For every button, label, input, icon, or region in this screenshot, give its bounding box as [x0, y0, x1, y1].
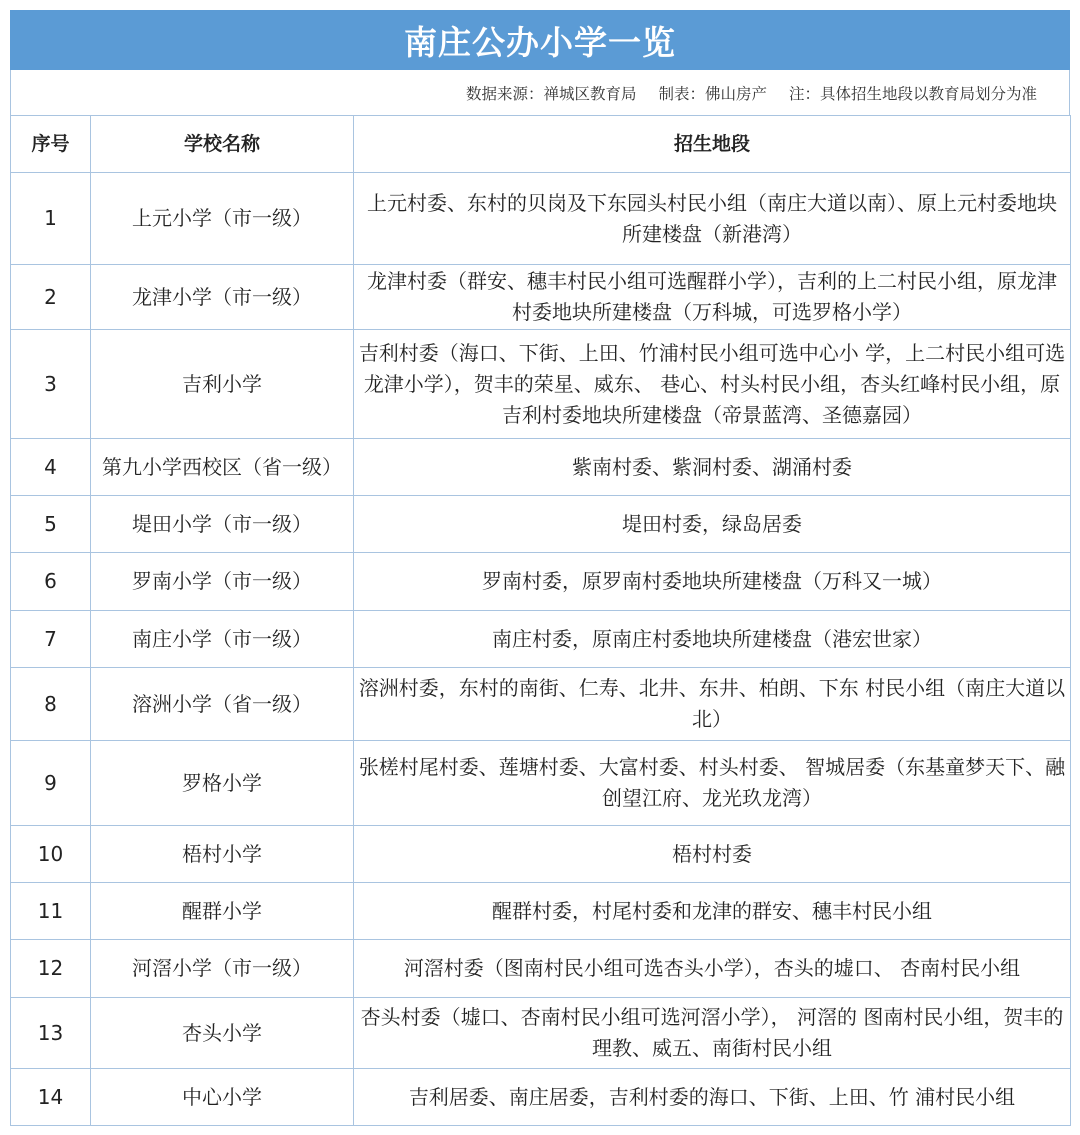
cell-no: 1 [11, 173, 91, 265]
school-table-sheet [10, 10, 1070, 1126]
cell-area: 醒群村委，村尾村委和龙津的群安、穗丰村民小组 [354, 883, 1071, 940]
cell-area: 罗南村委，原罗南村委地块所建楼盘（万科又一城） [354, 553, 1071, 611]
cell-no: 3 [11, 330, 91, 439]
cell-no: 11 [11, 883, 91, 940]
table-row [11, 741, 1071, 826]
cell-school: 龙津小学（市一级） [91, 265, 354, 330]
table-row [11, 883, 1071, 940]
table-row [11, 330, 1071, 439]
cell-no: 12 [11, 940, 91, 998]
cell-area: 上元村委、东村的贝岗及下东园头村民小组（南庄大道以南）、原上元村委地块所建楼盘（新港湾） [354, 173, 1071, 265]
table-row [11, 668, 1071, 741]
cell-area: 吉利居委、南庄居委，吉利村委的海口、下街、上田、竹 浦村民小组 [354, 1069, 1071, 1126]
cell-no: 14 [11, 1069, 91, 1126]
cell-school: 吉利小学 [91, 330, 354, 439]
cell-school: 上元小学（市一级） [91, 173, 354, 265]
cell-school: 溶洲小学（省一级） [91, 668, 354, 741]
cell-no: 4 [11, 439, 91, 496]
table-row [11, 265, 1071, 330]
cell-school: 罗南小学（市一级） [91, 553, 354, 611]
cell-no: 9 [11, 741, 91, 826]
cell-area: 南庄村委，原南庄村委地块所建楼盘（港宏世家） [354, 611, 1071, 668]
cell-no: 13 [11, 998, 91, 1069]
cell-area: 梧村村委 [354, 826, 1071, 883]
cell-school: 南庄小学（市一级） [91, 611, 354, 668]
cell-no: 7 [11, 611, 91, 668]
header-school: 学校名称 [91, 116, 354, 173]
school-table [10, 115, 1071, 1126]
table-row [11, 826, 1071, 883]
cell-school: 中心小学 [91, 1069, 354, 1126]
cell-no: 8 [11, 668, 91, 741]
meta-line [10, 70, 1070, 115]
cell-area: 紫南村委、紫洞村委、湖涌村委 [354, 439, 1071, 496]
cell-no: 10 [11, 826, 91, 883]
cell-no: 2 [11, 265, 91, 330]
cell-no: 5 [11, 496, 91, 553]
cell-area: 吉利村委（海口、下街、上田、竹浦村民小组可选中心小 学，上二村民小组可选龙津小学），贺丰的荣星、威东、 巷心、村头村民小组，杏头红峰村民小组，原吉利村委地块所建楼盘（帝景蓝湾、圣德嘉园） [354, 330, 1071, 439]
cell-school: 罗格小学 [91, 741, 354, 826]
cell-area: 杏头村委（墟口、杏南村民小组可选河滘小学）， 河滘的 图南村民小组，贺丰的理教、威五、南街村民小组 [354, 998, 1071, 1069]
cell-school: 醒群小学 [91, 883, 354, 940]
cell-area: 堤田村委，绿岛居委 [354, 496, 1071, 553]
data-source: 数据来源：禅城区教育局 [465, 84, 637, 103]
header-row [11, 116, 1071, 173]
table-row [11, 940, 1071, 998]
table-row [11, 439, 1071, 496]
cell-school: 河滘小学（市一级） [91, 940, 354, 998]
cell-school: 第九小学西校区（省一级） [91, 439, 354, 496]
cell-area: 张槎村尾村委、莲塘村委、大富村委、村头村委、 智城居委（东基童梦天下、融创望江府、龙光玖龙湾） [354, 741, 1071, 826]
table-row [11, 496, 1071, 553]
cell-no: 6 [11, 553, 91, 611]
header-no: 序号 [11, 116, 91, 173]
page-title: 南庄公办小学一览 [10, 10, 1070, 70]
cell-area: 溶洲村委，东村的南街、仁寿、北井、东井、柏朗、下东 村民小组（南庄大道以北） [354, 668, 1071, 741]
header-area: 招生地段 [354, 116, 1071, 173]
cell-school: 堤田小学（市一级） [91, 496, 354, 553]
table-row [11, 173, 1071, 265]
cell-area: 河滘村委（图南村民小组可选杏头小学），杏头的墟口、 杏南村民小组 [354, 940, 1071, 998]
cell-school: 梧村小学 [91, 826, 354, 883]
note: 注：具体招生地段以教育局划分为准 [788, 84, 1037, 103]
table-maker: 制表：佛山房产 [658, 84, 767, 103]
table-row [11, 611, 1071, 668]
cell-area: 龙津村委（群安、穗丰村民小组可选醒群小学），吉利的上二村民小组，原龙津村委地块所建楼盘（万科城，可选罗格小学） [354, 265, 1071, 330]
table-row [11, 1069, 1071, 1126]
table-row [11, 553, 1071, 611]
table-row [11, 998, 1071, 1069]
cell-school: 杏头小学 [91, 998, 354, 1069]
